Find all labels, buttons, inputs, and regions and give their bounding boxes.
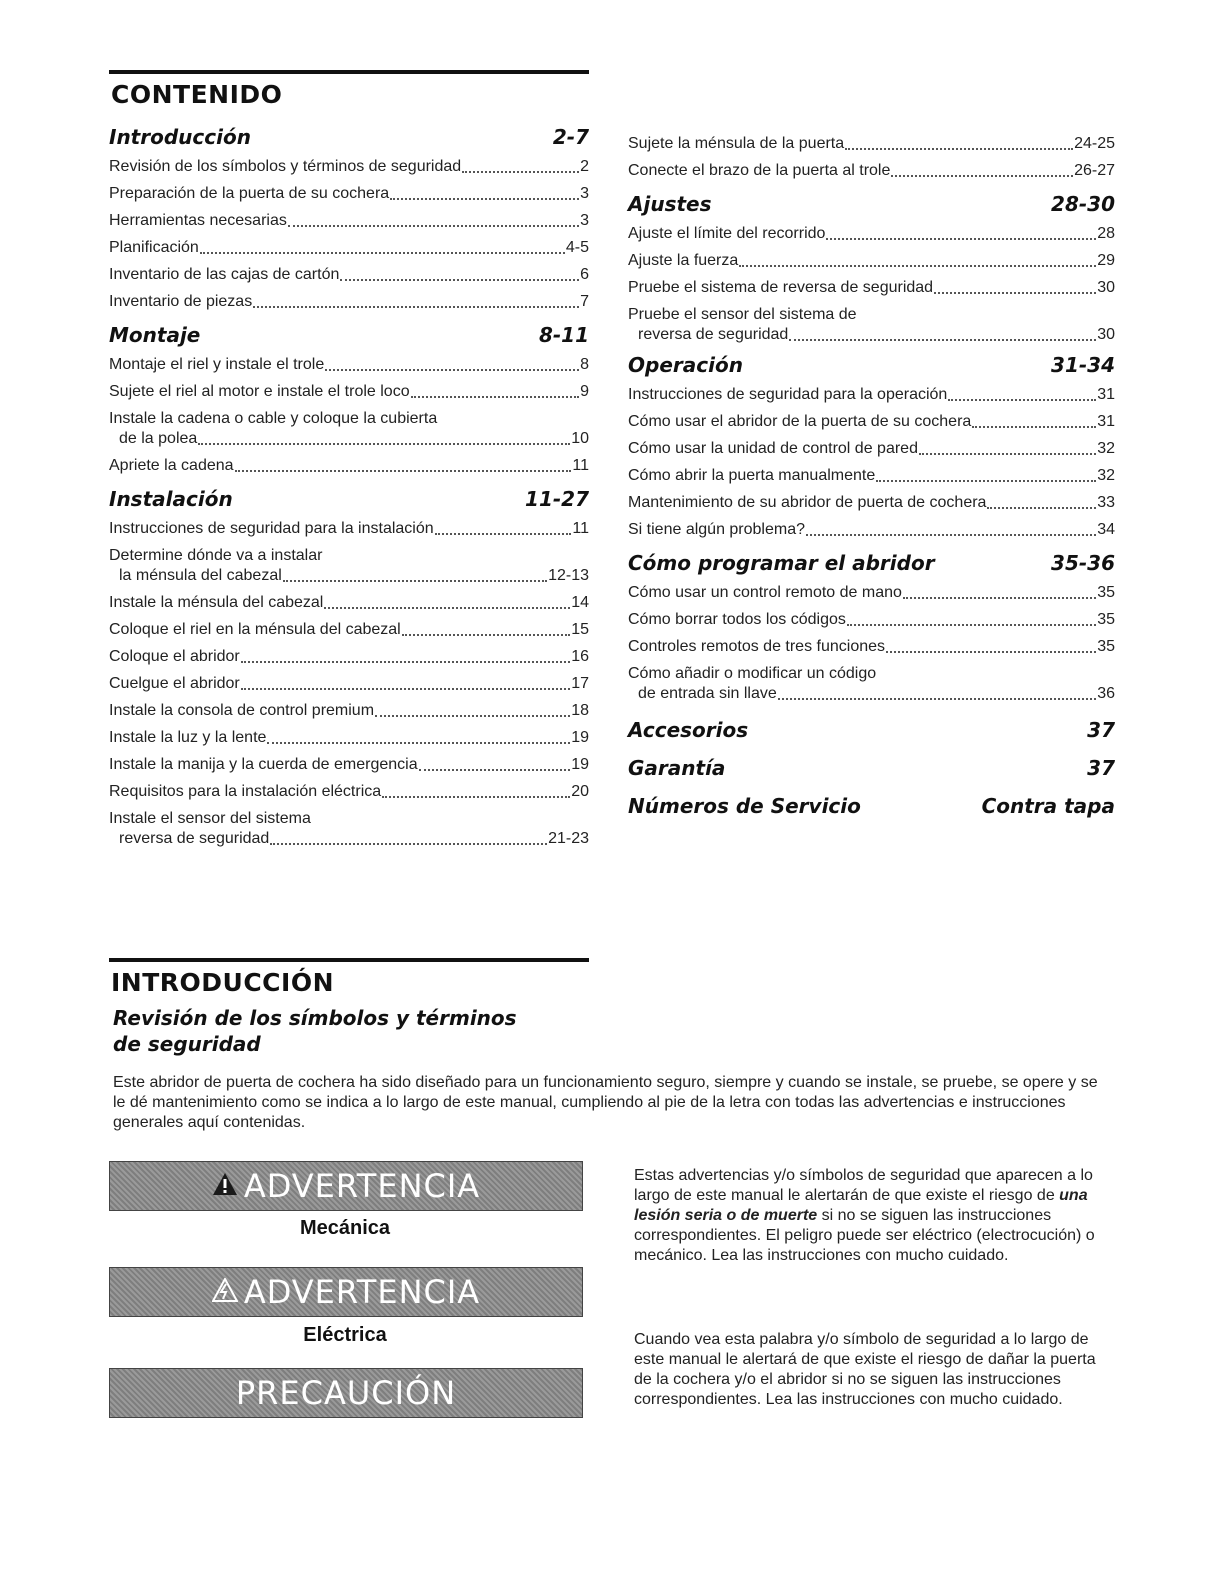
dot-leader — [987, 507, 1096, 509]
toc-group-pages: 11-27 — [525, 487, 589, 511]
toc-entry-text: Instrucciones de seguridad para la operación — [628, 386, 948, 403]
toc-entry — [109, 616, 589, 643]
toc-entry-text: reversa de seguridad — [119, 830, 270, 847]
toc-group-heading — [109, 125, 589, 149]
toc-entry — [109, 724, 589, 751]
toc-group — [109, 125, 589, 315]
toc-entry-text: Requisitos para la instalación eléctrica — [109, 783, 382, 800]
toc-group-pages: 28-30 — [1051, 192, 1115, 216]
toc-entry-page: 21-23 — [548, 830, 589, 847]
dot-leader — [288, 225, 579, 227]
toc-entry — [109, 234, 589, 261]
dot-leader — [462, 171, 579, 173]
toc-entry-page: 30 — [1097, 279, 1115, 296]
toc-entry-page: 10 — [571, 430, 589, 447]
warning-caption-mechanical: Mecánica — [299, 1217, 391, 1239]
caution-box — [109, 1368, 583, 1418]
dot-leader — [382, 796, 570, 798]
toc-entry-page: 35 — [1097, 611, 1115, 628]
toc-entry-text: Coloque el abridor — [109, 648, 240, 665]
intro-paragraph: Este abridor de puerta de cochera ha sido diseñado para un funcionamiento seguro, siempre y cuando se instale, se pruebe, se opere y se le dé mantenimiento como se indica a lo largo de este manual, cumpliendo al pie de la letra con todas las advertencias e instrucciones generales aquí contenidas. — [113, 1074, 1098, 1131]
caution-description: Cuando vea esta palabra y/o símbolo de seguridad a lo largo de este manual le alertará de que existe el riesgo de dañar la puerta de la cochera y/o el abridor si no se siguen las instrucciones correspondientes. Lea las instrucciones con mucho cuidado. — [634, 1331, 1096, 1408]
toc-entry — [628, 247, 1115, 274]
toc-entry-text: Ajuste la fuerza — [628, 252, 739, 269]
toc-group-pages: 37 — [1087, 756, 1115, 780]
dot-leader — [435, 533, 572, 535]
caution-label: PRECAUCIÓN — [235, 1374, 457, 1412]
toc-entry-text: Cómo abrir la puerta manualmente — [628, 467, 876, 484]
toc-entry — [109, 180, 589, 207]
warning-label: ADVERTENCIA — [243, 1167, 481, 1205]
toc-entry-page: 31 — [1097, 386, 1115, 403]
warning-box-electrical — [109, 1267, 583, 1317]
toc-group-heading — [628, 794, 1115, 818]
toc-entry — [628, 130, 1115, 157]
dot-leader — [419, 769, 571, 771]
intro-subtitle-line: de seguridad — [113, 1032, 261, 1056]
toc-entry — [109, 351, 589, 378]
dot-leader — [789, 339, 1096, 341]
dot-leader — [903, 597, 1096, 599]
intro-subtitle-line: Revisión de los símbolos y términos — [113, 1006, 517, 1030]
toc-entry-page: 32 — [1097, 467, 1115, 484]
toc-right-column — [628, 130, 1115, 830]
warning-label: ADVERTENCIA — [243, 1273, 481, 1311]
toc-entry-page: 11 — [572, 457, 589, 474]
toc-entry-page: 8 — [580, 356, 589, 373]
toc-group — [628, 756, 1115, 780]
toc-entry — [628, 462, 1115, 489]
toc-group — [628, 353, 1115, 543]
toc-entry — [628, 489, 1115, 516]
toc-entry — [628, 516, 1115, 543]
dot-leader — [267, 742, 570, 744]
toc-entry-text: de la polea — [119, 430, 198, 447]
toc-entry-text: Mantenimiento de su abridor de puerta de cochera — [628, 494, 987, 511]
dot-leader — [948, 399, 1096, 401]
dot-leader — [934, 292, 1096, 294]
toc-group — [628, 551, 1115, 704]
toc-entry-page: 15 — [571, 621, 589, 638]
toc-group-title: Accesorios — [628, 718, 749, 742]
section-rule — [109, 958, 589, 962]
toc-entry — [109, 207, 589, 234]
dot-leader — [253, 306, 579, 308]
toc-entry-text: Cómo añadir o modificar un código — [628, 665, 877, 682]
dot-leader — [739, 265, 1096, 267]
toc-group-pages: 37 — [1087, 718, 1115, 742]
warning-description-text: Estas advertencias y/o símbolos de seguridad que aparecen a lo largo de este manual le alertarán de que existe el riesgo de — [634, 1167, 1093, 1204]
toc-group — [628, 718, 1115, 742]
toc-entry-page: 3 — [580, 212, 589, 229]
toc-entry-text: Inventario de las cajas de cartón — [109, 266, 340, 283]
toc-entry — [109, 261, 589, 288]
toc-entry — [109, 288, 589, 315]
toc-entry-page: 2 — [580, 158, 589, 175]
toc-group-title: Números de Servicio — [628, 794, 861, 818]
toc-entry-text: Cuelgue el abridor — [109, 675, 240, 692]
toc-entry-text: Cómo usar un control remoto de mano — [628, 584, 902, 601]
toc-entry-text: de entrada sin llave — [638, 685, 777, 702]
toc-entry-text: Herramientas necesarias — [109, 212, 287, 229]
warning-box-mechanical — [109, 1161, 583, 1211]
toc-group — [109, 487, 589, 849]
dot-leader — [325, 369, 579, 371]
electrical-hazard-icon — [212, 1276, 238, 1309]
toc-entry — [628, 435, 1115, 462]
toc-entry-text: Cómo borrar todos los códigos — [628, 611, 846, 628]
toc-entry — [109, 670, 589, 697]
toc-entry-text: Inventario de piezas — [109, 293, 253, 310]
toc-group-pages: 2-7 — [552, 125, 589, 149]
toc-entry — [109, 809, 589, 849]
toc-entry-text: Instrucciones de seguridad para la instalación — [109, 520, 434, 537]
toc-entry-page: 34 — [1097, 521, 1115, 538]
toc-entry-page: 14 — [571, 594, 589, 611]
dot-leader — [324, 607, 570, 609]
dot-leader — [876, 480, 1096, 482]
dot-leader — [919, 453, 1096, 455]
toc-entry-page: 19 — [571, 729, 589, 746]
toc-entry — [109, 153, 589, 180]
toc-entry-text: Ajuste el límite del recorrido — [628, 225, 826, 242]
dot-leader — [972, 426, 1096, 428]
intro-section — [109, 958, 589, 1057]
dot-leader — [402, 634, 570, 636]
dot-leader — [847, 624, 1096, 626]
toc-entry-page: 9 — [580, 383, 589, 400]
toc-entry-page: 33 — [1097, 494, 1115, 511]
toc-entry-page: 19 — [571, 756, 589, 773]
toc-entry-text: Montaje el riel y instale el trole — [109, 356, 325, 373]
toc-entry-text: Instale la cadena o cable y coloque la cubierta — [109, 410, 438, 427]
toc-entry-page: 18 — [571, 702, 589, 719]
toc-entry-text: Determine dónde va a instalar — [109, 547, 323, 564]
dot-leader — [241, 688, 570, 690]
toc-entry-page: 31 — [1097, 413, 1115, 430]
toc-left-groups — [109, 125, 589, 849]
toc-group-title: Ajustes — [628, 192, 712, 216]
toc-entry-page: 16 — [571, 648, 589, 665]
toc-group-title: Montaje — [109, 323, 201, 347]
toc-group — [109, 323, 589, 479]
toc-entry — [628, 220, 1115, 247]
toc-entry — [109, 515, 589, 542]
toc-entry-text: Cómo usar el abridor de la puerta de su cochera — [628, 413, 972, 430]
toc-entry — [109, 378, 589, 405]
toc-group-heading — [628, 756, 1115, 780]
toc-entry-page: 29 — [1097, 252, 1115, 269]
toc-entry-text: Apriete la cadena — [109, 457, 234, 474]
toc-entry-text: Planificación — [109, 239, 199, 256]
toc-entry-text: Pruebe el sistema de reversa de seguridad — [628, 279, 934, 296]
warning-caption-electrical: Eléctrica — [303, 1324, 387, 1346]
toc-entry — [109, 643, 589, 670]
toc-entry — [628, 633, 1115, 660]
toc-entry-text: Instale la ménsula del cabezal — [109, 594, 324, 611]
toc-right-groups — [628, 192, 1115, 818]
toc-entry-text: Conecte el brazo de la puerta al trole — [628, 162, 891, 179]
toc-entry — [628, 579, 1115, 606]
warning-exclamation-icon — [212, 1170, 238, 1203]
toc-entry-page: 36 — [1097, 685, 1115, 702]
toc-group-pages: 8-11 — [538, 323, 589, 347]
toc-group-heading — [628, 192, 1115, 216]
toc-entry-page: 4-5 — [565, 239, 589, 256]
toc-entry — [628, 305, 1115, 345]
dot-leader — [375, 715, 570, 717]
toc-entry-page: 32 — [1097, 440, 1115, 457]
toc-entry — [109, 778, 589, 805]
dot-leader — [845, 148, 1073, 150]
toc-entry — [628, 274, 1115, 301]
toc-entry-page: 17 — [571, 675, 589, 692]
dot-leader — [200, 252, 565, 254]
toc-right-top-entries — [628, 130, 1115, 184]
toc-entry-text: Coloque el riel en la ménsula del cabezal — [109, 621, 401, 638]
toc-group-heading — [628, 718, 1115, 742]
toc-entry-text: Controles remotos de tres funciones — [628, 638, 886, 655]
toc-entry-text: Si tiene algún problema? — [628, 521, 806, 538]
dot-leader — [411, 396, 580, 398]
toc-entry-text: Pruebe el sensor del sistema de — [628, 306, 857, 323]
intro-subtitle — [113, 1005, 589, 1057]
warning-description-emphasis: una lesión seria o de muerte — [634, 1187, 1088, 1224]
warning-description-text: si no se siguen las instrucciones correspondientes. El peligro puede ser eléctrico (electrocución) o mecánico. Lea las instrucciones con mucho cuidado. — [634, 1207, 1095, 1264]
toc-entry-page: 3 — [580, 185, 589, 202]
toc-entry-text: Instale la luz y la lente — [109, 729, 267, 746]
toc-group-title: Instalación — [109, 487, 233, 511]
toc-group-pages: 31-34 — [1051, 353, 1115, 377]
toc-entry-page: 30 — [1097, 326, 1115, 343]
toc-entry — [628, 664, 1115, 704]
dot-leader — [826, 238, 1096, 240]
toc-entry-text: Instale la consola de control premium — [109, 702, 375, 719]
toc-entry — [628, 408, 1115, 435]
dot-leader — [340, 279, 579, 281]
section-rule — [109, 70, 589, 74]
toc-entry-page: 12-13 — [548, 567, 589, 584]
toc-entry — [109, 589, 589, 616]
toc-entry-page: 26-27 — [1074, 162, 1115, 179]
toc-entry-page: 11 — [572, 520, 589, 537]
toc-group-title: Garantía — [628, 756, 726, 780]
toc-entry-text: Preparación de la puerta de su cochera — [109, 185, 390, 202]
toc-entry-page: 6 — [580, 266, 589, 283]
intro-title: INTRODUCCIÓN — [111, 968, 335, 997]
dot-leader — [235, 470, 572, 472]
toc-group-pages: Contra tapa — [981, 794, 1115, 818]
toc-group-heading — [628, 551, 1115, 575]
toc-entry-page: 35 — [1097, 584, 1115, 601]
toc-entry-text: Instale la manija y la cuerda de emergencia — [109, 756, 418, 773]
toc-entry — [628, 157, 1115, 184]
toc-entry — [109, 452, 589, 479]
toc-entry — [628, 381, 1115, 408]
dot-leader — [283, 580, 547, 582]
toc-group-title: Introducción — [109, 125, 251, 149]
toc-group — [628, 794, 1115, 818]
toc-entry-text: Cómo usar la unidad de control de pared — [628, 440, 918, 457]
toc-entry — [628, 606, 1115, 633]
toc-group-heading — [109, 487, 589, 511]
toc-group-title: Operación — [628, 353, 743, 377]
toc-entry — [109, 751, 589, 778]
toc-entry — [109, 409, 589, 449]
toc-entry-page: 7 — [580, 293, 589, 310]
toc-entry-page: 35 — [1097, 638, 1115, 655]
toc-title: CONTENIDO — [111, 80, 283, 109]
toc-left-column — [109, 70, 589, 852]
toc-entry — [109, 546, 589, 586]
dot-leader — [241, 661, 570, 663]
dot-leader — [886, 651, 1096, 653]
toc-entry-text: Sujete el riel al motor e instale el trole loco — [109, 383, 410, 400]
toc-group-heading — [109, 323, 589, 347]
toc-group-heading — [628, 353, 1115, 377]
dot-leader — [390, 198, 579, 200]
toc-entry-text: Instale el sensor del sistema — [109, 810, 311, 827]
toc-group — [628, 192, 1115, 345]
toc-entry-text: Sujete la ménsula de la puerta — [628, 135, 845, 152]
dot-leader — [270, 843, 547, 845]
warning-description — [634, 1166, 1102, 1266]
toc-group-title: Cómo programar el abridor — [628, 551, 935, 575]
dot-leader — [778, 698, 1096, 700]
toc-entry-text: reversa de seguridad — [638, 326, 789, 343]
toc-entry-page: 28 — [1097, 225, 1115, 242]
toc-entry-page: 20 — [571, 783, 589, 800]
dot-leader — [198, 443, 570, 445]
dot-leader — [806, 534, 1096, 536]
toc-entry — [109, 697, 589, 724]
dot-leader — [891, 175, 1073, 177]
toc-entry-page: 24-25 — [1074, 135, 1115, 152]
toc-entry-text: Revisión de los símbolos y términos de seguridad — [109, 158, 462, 175]
toc-group-pages: 35-36 — [1051, 551, 1115, 575]
toc-entry-text: la ménsula del cabezal — [119, 567, 282, 584]
